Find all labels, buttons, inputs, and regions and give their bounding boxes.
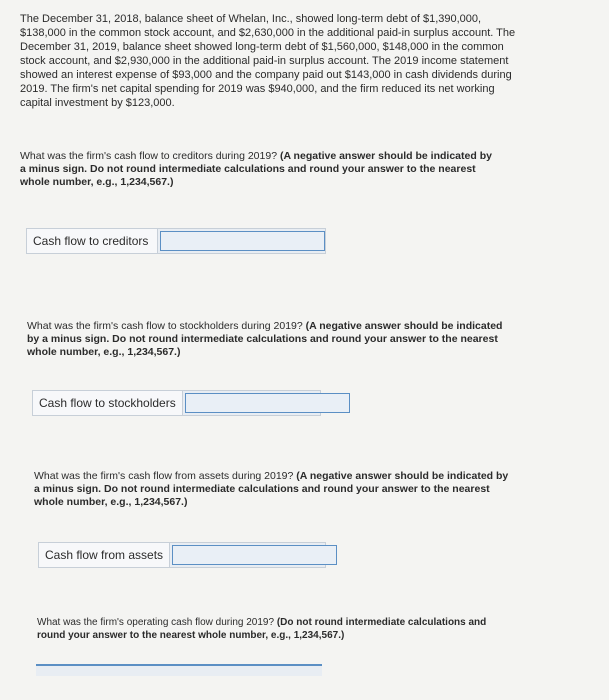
problem-statement: The December 31, 2018, balance sheet of Whelan, Inc., showed long-term debt of $1,390,000, $138,000 in the common stock account, and $2,630,000 in the additional paid-in surplus account. The December 31, 2019, balance sheet showed long-term debt of $1,560,000, $148,000 in the common stock account, and $2,930,000 in the additional paid-in surplus account. The 2019 income statement showed an interest expense of $93,000 and the company paid out $143,000 in cash dividends during 2019. The firm's net capital spending for 2019 was $940,000, and the firm reduced its net working capital investment by $123,000.: [20, 13, 516, 109]
answer-row-creditors: [26, 228, 326, 254]
cash-flow-creditors-label: Cash flow to creditors: [27, 229, 158, 253]
question-4-instruction: (Do not round intermediate calculations and round your answer to the nearest whole number, e.g., 1,234,567.): [37, 617, 487, 641]
question-2-instruction: (A negative answer should be indicated by a minus sign. Do not round intermediate calculations and round your answer to the nearest whole number, e.g., 1,234,567.): [27, 320, 503, 358]
question-2: [27, 320, 507, 359]
operating-cash-flow-input[interactable]: [36, 664, 322, 676]
answer-row-stockholders: [32, 390, 321, 416]
question-1-instruction: (A negative answer should be indicated by a minus sign. Do not round intermediate calculations and round your answer to the nearest whole number, e.g., 1,234,567.): [20, 150, 492, 188]
question-1-text: What was the firm's cash flow to creditors during 2019?: [20, 150, 280, 162]
question-2-text: What was the firm's cash flow to stockholders during 2019?: [27, 320, 306, 332]
question-4-text: What was the firm's operating cash flow during 2019?: [37, 617, 277, 628]
cash-flow-assets-input[interactable]: [172, 545, 337, 565]
cash-flow-stockholders-label: Cash flow to stockholders: [33, 391, 183, 415]
question-4: [37, 616, 497, 642]
question-3-text: What was the firm's cash flow from assets during 2019?: [34, 470, 297, 482]
cash-flow-stockholders-input[interactable]: [185, 393, 350, 413]
answer-row-assets: [38, 542, 326, 568]
cash-flow-creditors-input[interactable]: [160, 231, 325, 251]
cash-flow-assets-label: Cash flow from assets: [39, 543, 170, 567]
question-3: [34, 470, 514, 509]
question-1: [20, 150, 500, 189]
question-3-instruction: (A negative answer should be indicated by a minus sign. Do not round intermediate calculations and round your answer to the nearest whole number, e.g., 1,234,567.): [34, 470, 509, 508]
